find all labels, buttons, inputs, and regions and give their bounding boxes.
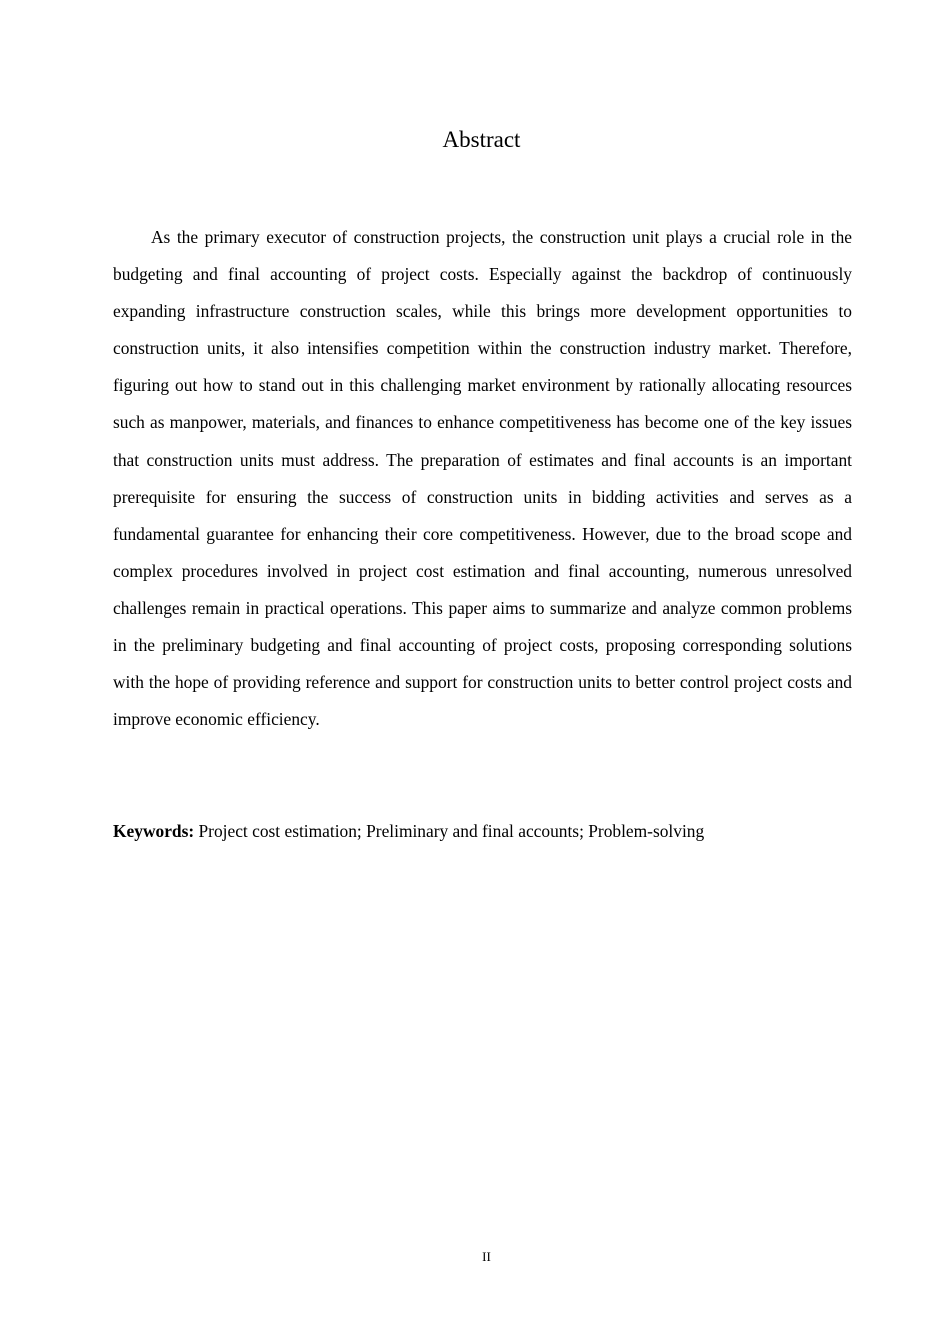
page-title: Abstract bbox=[442, 127, 521, 152]
page-number: II bbox=[482, 1249, 491, 1264]
abstract-paragraph: As the primary executor of construction projects, the construction unit plays a crucial role in the budgeting and final accounting of project costs. Especially against the backdrop of continuously expanding infrastructure construction scales, while this brings more development opportunities to construction units, it also intensifies competition within the construction industry market. Therefore, figuring out how to stand out in this challenging market environment by rationally allocating resources such as manpower, materials, and finances to enhance competitiveness has become one of the key issues that construction units must address. The preparation of estimates and final accounts is an important prerequisite for ensuring the success of construction units in bidding activities and serves as a fundamental guarantee for enhancing their core competitiveness. However, due to the broad scope and complex procedures involved in project cost estimation and final accounting, numerous unresolved challenges remain in practical operations. This paper aims to summarize and analyze common problems in the preliminary budgeting and final accounting of project costs, proposing corresponding solutions with the hope of providing reference and support for construction units to better control project costs and improve economic efficiency. bbox=[113, 227, 852, 730]
keywords-text: Project cost estimation; Preliminary and final accounts; Problem-solving bbox=[194, 821, 705, 841]
keywords-line bbox=[113, 813, 852, 850]
keywords-label: Keywords: bbox=[113, 821, 195, 841]
